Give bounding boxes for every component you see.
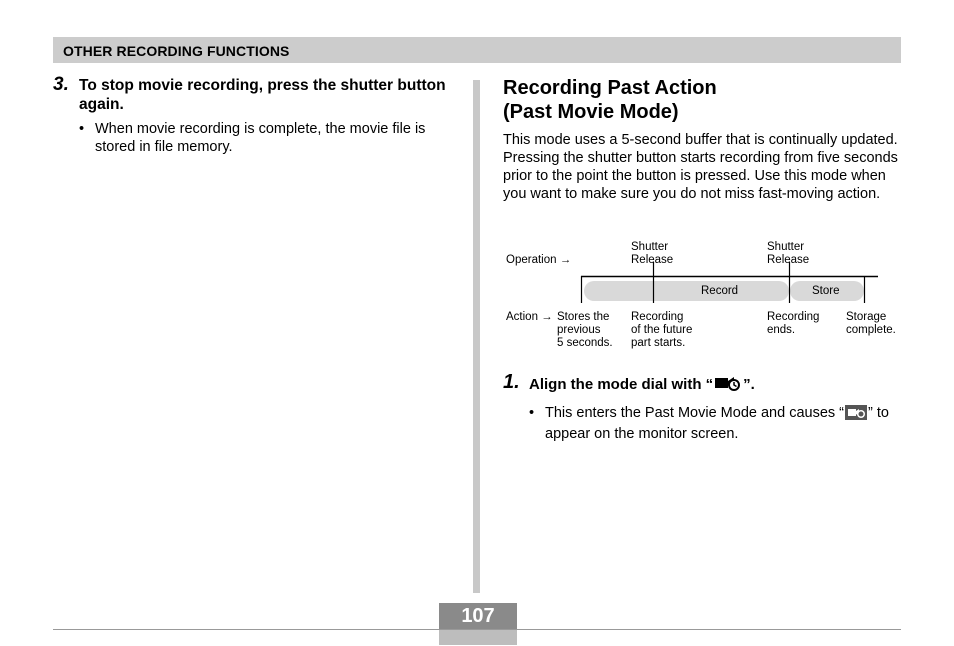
bullet-text-before: This enters the Past Movie Mode and causes “ bbox=[545, 405, 845, 421]
recording-ends-line-1: Recording bbox=[767, 311, 820, 323]
past-movie-screen-icon bbox=[845, 405, 867, 425]
storage-complete-line-1: Storage bbox=[846, 311, 887, 323]
section-title-line-2: (Past Movie Mode) bbox=[503, 101, 679, 123]
step-text-before: Align the mode dial with “ bbox=[529, 376, 714, 393]
recording-future-line-3: part starts. bbox=[631, 337, 686, 349]
bullet-text-after: ” to appear on the monitor screen. bbox=[545, 405, 889, 442]
past-movie-timeline-diagram bbox=[503, 238, 903, 358]
shutter-release-1-label bbox=[631, 241, 673, 267]
step-1-row bbox=[503, 371, 903, 397]
shutter-release-2-line-2: Release bbox=[767, 254, 810, 266]
right-column bbox=[503, 76, 903, 203]
step-3 bbox=[53, 76, 453, 156]
step-number: 3. bbox=[53, 74, 69, 95]
page-number-box bbox=[439, 603, 517, 645]
storage-complete-line-2: complete. bbox=[846, 324, 896, 336]
left-column bbox=[53, 76, 453, 156]
intro-paragraph: This mode uses a 5-second buffer that is continually updated. Pressing the shutter button starts recording from five seconds prior to the point the button is pressed. Use this mode when you want to make sure you do not miss fast-moving action. bbox=[503, 132, 898, 202]
stores-previous-line-3: 5 seconds. bbox=[557, 337, 613, 349]
stores-previous-line-1: Stores the bbox=[557, 311, 610, 323]
recording-future-label bbox=[631, 311, 692, 350]
step-text-after: ”. bbox=[743, 376, 755, 393]
bullet-note bbox=[529, 404, 903, 443]
shutter-release-1-line-1: Shutter bbox=[631, 241, 669, 253]
past-movie-mode-icon bbox=[714, 374, 742, 397]
record-bar bbox=[584, 281, 789, 301]
shutter-release-1-line-2: Release bbox=[631, 254, 674, 266]
stores-previous-line-2: previous bbox=[557, 324, 601, 336]
section-header-title: OTHER RECORDING FUNCTIONS bbox=[63, 43, 290, 59]
shutter-release-2-label bbox=[767, 241, 809, 267]
bullet-note: • When movie recording is complete, the movie file is stored in file memory. bbox=[79, 120, 453, 156]
storage-complete-label bbox=[846, 311, 896, 337]
page-number-box-top bbox=[439, 603, 517, 629]
operation-label: Operation → bbox=[506, 254, 572, 266]
step-text bbox=[529, 374, 903, 397]
action-label: Action → bbox=[506, 311, 553, 323]
section-title bbox=[503, 76, 903, 124]
column-divider bbox=[473, 80, 480, 593]
step-text: To stop movie recording, press the shutter button again. bbox=[79, 77, 446, 113]
page-number-box-bottom bbox=[439, 630, 517, 645]
recording-future-line-1: Recording bbox=[631, 311, 684, 323]
section-header-bar bbox=[53, 37, 901, 63]
stores-previous-label bbox=[557, 311, 613, 350]
shutter-release-2-line-1: Shutter bbox=[767, 241, 805, 253]
store-label: Store bbox=[812, 285, 840, 297]
step-number: 1. bbox=[503, 371, 520, 393]
recording-ends-label bbox=[767, 311, 819, 337]
recording-ends-line-2: ends. bbox=[767, 324, 796, 336]
section-title-line-1: Recording Past Action bbox=[503, 77, 717, 99]
record-label: Record bbox=[701, 285, 739, 297]
step-1 bbox=[503, 371, 903, 443]
page-number: 107 bbox=[461, 605, 495, 627]
recording-future-line-2: of the future bbox=[631, 324, 693, 336]
